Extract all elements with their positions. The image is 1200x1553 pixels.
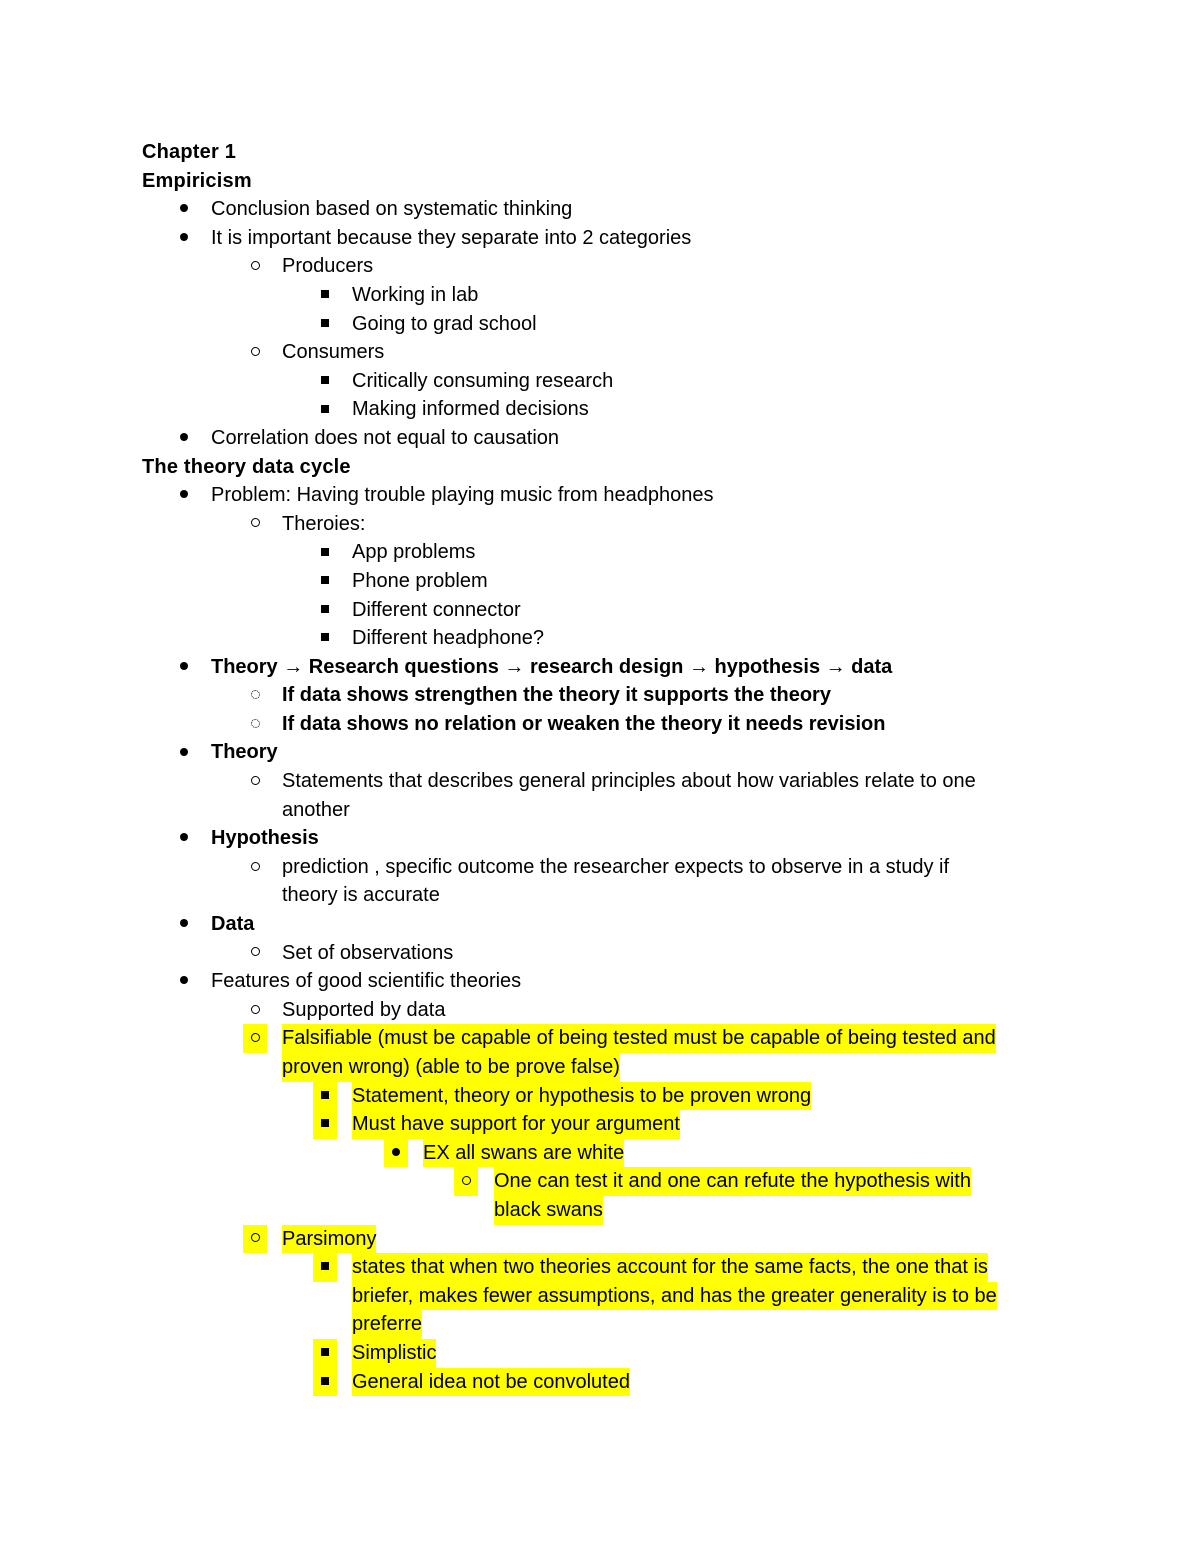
- bullet-circle-icon: [243, 1024, 267, 1053]
- list-item: [0, 310, 1200, 339]
- list-item-text: Different headphone?: [352, 627, 545, 650]
- bullet-square-icon: [313, 367, 337, 396]
- list-item: [0, 596, 1200, 625]
- list-item-text: Conclusion based on systematic thinking: [211, 198, 573, 221]
- bullet-dot-icon: [172, 653, 196, 682]
- list-item: [0, 767, 1200, 796]
- list-item-text: Statements that describes general principles about how variables relate to one: [282, 770, 976, 793]
- bullet-square-icon: [313, 1368, 337, 1397]
- list-item-text: Making informed decisions: [352, 398, 589, 421]
- bullet-square-icon: [313, 538, 337, 567]
- list-item: [0, 967, 1200, 996]
- list-item: [0, 567, 1200, 596]
- list-item: [0, 481, 1200, 510]
- list-item-text: Must have support for your argument: [352, 1110, 680, 1139]
- list-item-text: Different connector: [352, 598, 521, 621]
- bullet-square-icon: [313, 624, 337, 653]
- list-item-continuation: [0, 796, 1200, 825]
- list-item: [0, 1225, 1200, 1254]
- list-item-text: another: [282, 798, 350, 821]
- list-item-text: Supported by data: [282, 998, 446, 1021]
- bullet-circle-icon: [243, 767, 267, 796]
- list-item: [0, 1024, 1200, 1053]
- list-item-text: Phone problem: [352, 569, 488, 592]
- bullet-dot-icon: [384, 1139, 408, 1168]
- list-item-text: EX all swans are white: [423, 1139, 624, 1168]
- bullet-circle-icon: [243, 996, 267, 1025]
- bullet-dotted-circle-icon: [243, 681, 267, 710]
- bullet-circle-icon: [243, 939, 267, 968]
- bullet-dot-icon: [172, 195, 196, 224]
- list-item: [0, 395, 1200, 424]
- bullet-circle-icon: [454, 1167, 478, 1196]
- list-item: [0, 1082, 1200, 1111]
- list-item: [0, 1167, 1200, 1196]
- list-item-continuation: [0, 1282, 1200, 1311]
- bullet-dot-icon: [172, 967, 196, 996]
- list-item: [0, 681, 1200, 710]
- list-item-text: Falsifiable (must be capable of being tested must be capable of being tested and: [282, 1024, 996, 1053]
- list-item: [0, 1339, 1200, 1368]
- bullet-dot-icon: [172, 824, 196, 853]
- bullet-dot-icon: [172, 738, 196, 767]
- bullet-square-icon: [313, 1339, 337, 1368]
- bullet-circle-icon: [243, 853, 267, 882]
- bullet-dot-icon: [172, 224, 196, 253]
- list-item-text: Critically consuming research: [352, 369, 614, 392]
- list-item: [0, 824, 1200, 853]
- list-item: [0, 1139, 1200, 1168]
- list-item: [0, 424, 1200, 453]
- bullet-square-icon: [313, 1110, 337, 1139]
- bullet-circle-icon: [243, 252, 267, 281]
- list-item-text: Theory: [211, 741, 278, 764]
- bullet-dot-icon: [172, 424, 196, 453]
- list-item-text: briefer, makes fewer assumptions, and has the greater generality is to be: [352, 1282, 997, 1311]
- list-item-text: If data shows no relation or weaken the theory it needs revision: [282, 712, 886, 735]
- list-item-text: preferre: [352, 1310, 422, 1339]
- bullet-square-icon: [313, 281, 337, 310]
- list-item: [0, 367, 1200, 396]
- list-item-text: Theory → Research questions → research design → hypothesis → data: [211, 655, 893, 678]
- list-item: [0, 738, 1200, 767]
- list-item: [0, 710, 1200, 739]
- list-item: [0, 939, 1200, 968]
- list-item: [0, 624, 1200, 653]
- list-item-text: black swans: [494, 1196, 603, 1225]
- list-item-text: If data shows strengthen the theory it supports the theory: [282, 684, 831, 707]
- bullet-circle-icon: [243, 1225, 267, 1254]
- list-item-text: Data: [211, 913, 255, 936]
- list-item-text: Simplistic: [352, 1339, 436, 1368]
- list-item-continuation: [0, 1053, 1200, 1082]
- bullet-dotted-circle-icon: [243, 710, 267, 739]
- list-item-text: Features of good scientific theories: [211, 970, 522, 993]
- list-item: [0, 1368, 1200, 1397]
- list-item-text: Producers: [282, 255, 374, 278]
- list-item-text: Hypothesis: [211, 827, 319, 850]
- list-item: [0, 910, 1200, 939]
- bullet-dot-icon: [172, 481, 196, 510]
- bullet-circle-icon: [243, 510, 267, 539]
- list-item-text: proven wrong) (able to be prove false): [282, 1053, 620, 1082]
- list-item-text: One can test it and one can refute the hypothesis with: [494, 1167, 971, 1196]
- list-item-text: Parsimony: [282, 1225, 376, 1254]
- list-item-text: General idea not be convoluted: [352, 1368, 630, 1397]
- list-item: [0, 653, 1200, 682]
- list-item-text: App problems: [352, 541, 476, 564]
- list-item-continuation: [0, 1310, 1200, 1339]
- list-item-text: Consumers: [282, 341, 385, 364]
- list-item: [0, 853, 1200, 882]
- bullet-dot-icon: [172, 910, 196, 939]
- bullet-square-icon: [313, 596, 337, 625]
- bullet-square-icon: [313, 395, 337, 424]
- list-item-text: prediction , specific outcome the researcher expects to observe in a study if: [282, 855, 950, 878]
- list-item-continuation: [0, 1196, 1200, 1225]
- bullet-square-icon: [313, 567, 337, 596]
- list-item-text: states that when two theories account for the same facts, the one that is: [352, 1253, 988, 1282]
- list-item: [0, 195, 1200, 224]
- list-item: [0, 252, 1200, 281]
- bullet-circle-icon: [243, 338, 267, 367]
- list-item: [0, 538, 1200, 567]
- list-item-text: Working in lab: [352, 283, 479, 306]
- list-item-text: Going to grad school: [352, 312, 537, 335]
- list-item: [0, 224, 1200, 253]
- list-item: [0, 1110, 1200, 1139]
- list-item-continuation: [0, 881, 1200, 910]
- list-item-text: Problem: Having trouble playing music from headphones: [211, 484, 714, 507]
- list-item: [0, 510, 1200, 539]
- section-heading: The theory data cycle: [142, 455, 351, 478]
- list-item-text: Theroies:: [282, 512, 366, 535]
- list-item-text: It is important because they separate into 2 categories: [211, 226, 692, 249]
- document-body: [0, 138, 1200, 1396]
- bullet-square-icon: [313, 310, 337, 339]
- list-item-text: Statement, theory or hypothesis to be proven wrong: [352, 1082, 811, 1111]
- bullet-square-icon: [313, 1253, 337, 1282]
- list-item-text: Set of observations: [282, 941, 454, 964]
- list-item: [0, 281, 1200, 310]
- bullet-square-icon: [313, 1082, 337, 1111]
- list-item-text: theory is accurate: [282, 884, 440, 907]
- list-item: [0, 1253, 1200, 1282]
- list-item: [0, 338, 1200, 367]
- list-item: [0, 996, 1200, 1025]
- section-heading: Empiricism: [142, 169, 252, 192]
- list-item-text: Correlation does not equal to causation: [211, 426, 560, 449]
- section-heading: Chapter 1: [142, 141, 237, 163]
